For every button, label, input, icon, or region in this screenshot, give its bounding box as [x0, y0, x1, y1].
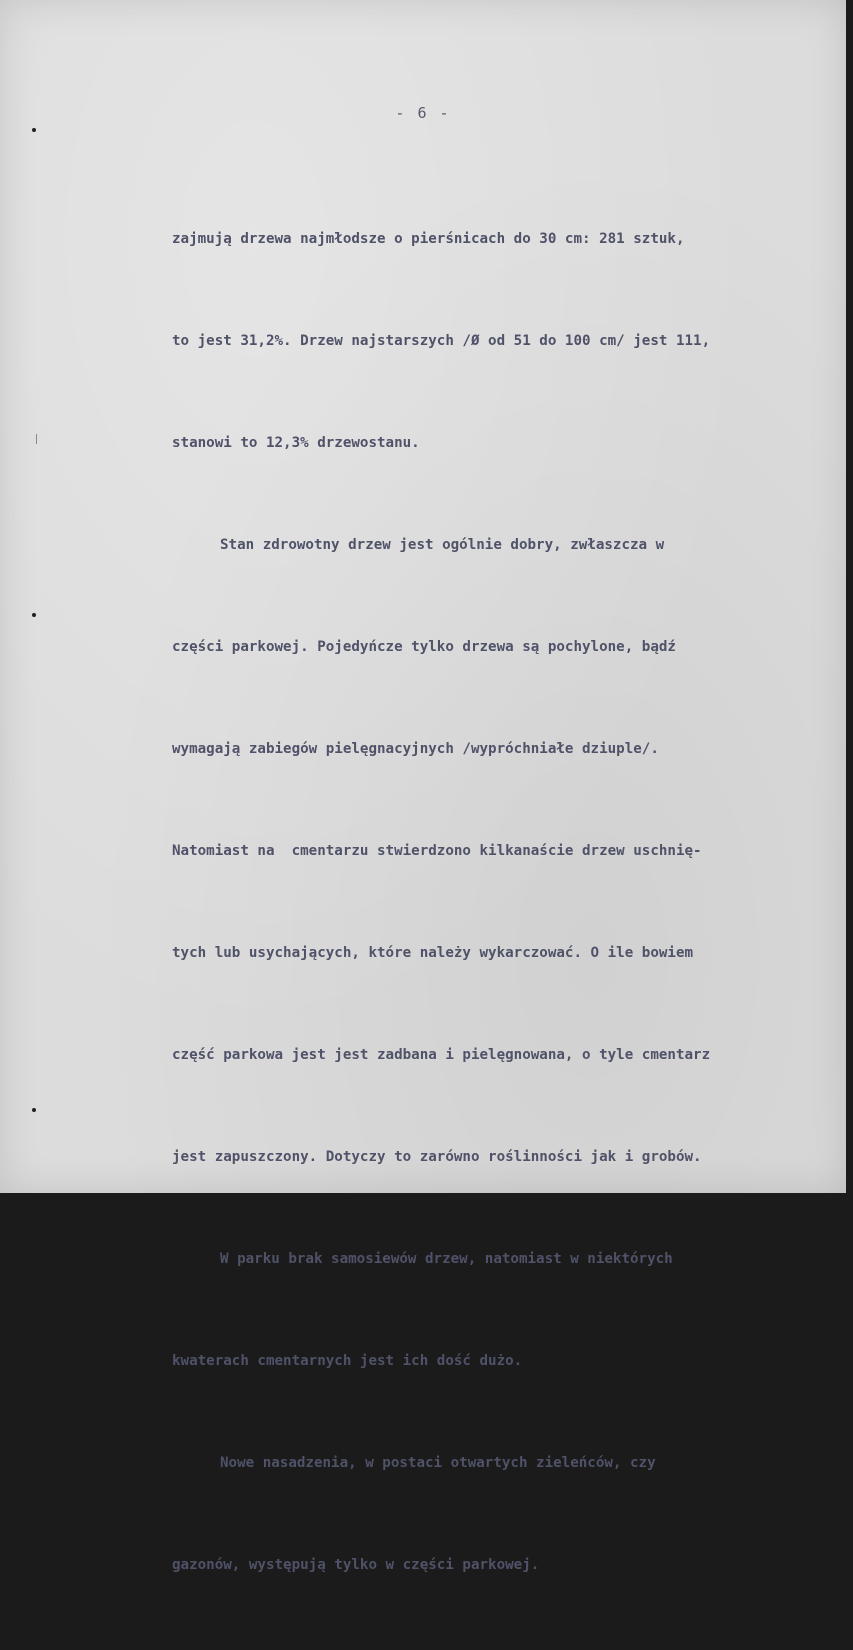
text-line: Nowe nasadzenia, w postaci otwartych zieleńców, czy	[220, 1455, 656, 1471]
text-line: kwaterach cmentarnych jest ich dość dużo.	[172, 1353, 523, 1369]
text-line: zajmują drzewa najmłodsze o pierśnicach do 30 cm: 281 sztuk,	[172, 231, 685, 247]
text-line: wymagają zabiegów pielęgnacyjnych /wypróchniałe dziuple/.	[172, 741, 659, 757]
text-line: stanowi to 12,3% drzewostanu.	[172, 435, 420, 451]
page-number: - 6 -	[395, 104, 451, 122]
text-line: gazonów, występują tylko w części parkowej.	[172, 1557, 540, 1573]
text-line: część parkowa jest jest zadbana i pielęgnowana, o tyle cmentarz	[172, 1047, 711, 1063]
text-line: to jest 31,2%. Drzew najstarszych /Ø od 51 do 100 cm/ jest 111,	[172, 333, 711, 349]
punch-hole-mark	[32, 128, 36, 132]
text-line: Natomiast na cmentarzu stwierdzono kilkanaście drzew uschnię-	[172, 843, 702, 859]
text-line: W parku brak samosiewów drzew, natomiast w niektórych	[220, 1251, 673, 1267]
body-text	[172, 154, 852, 1650]
text-line: Stan zdrowotny drzew jest ogólnie dobry, zwłaszcza w	[220, 537, 665, 553]
margin-mark	[36, 434, 37, 444]
text-line: tych lub usychających, które należy wykarczować. O ile bowiem	[172, 945, 694, 961]
punch-hole-mark	[32, 1108, 36, 1112]
text-line: części parkowej. Pojedyńcze tylko drzewa są pochylone, bądź	[172, 639, 676, 655]
punch-hole-mark	[32, 613, 36, 617]
text-line: jest zapuszczony. Dotyczy to zarówno roślinności jak i grobów.	[172, 1149, 702, 1165]
